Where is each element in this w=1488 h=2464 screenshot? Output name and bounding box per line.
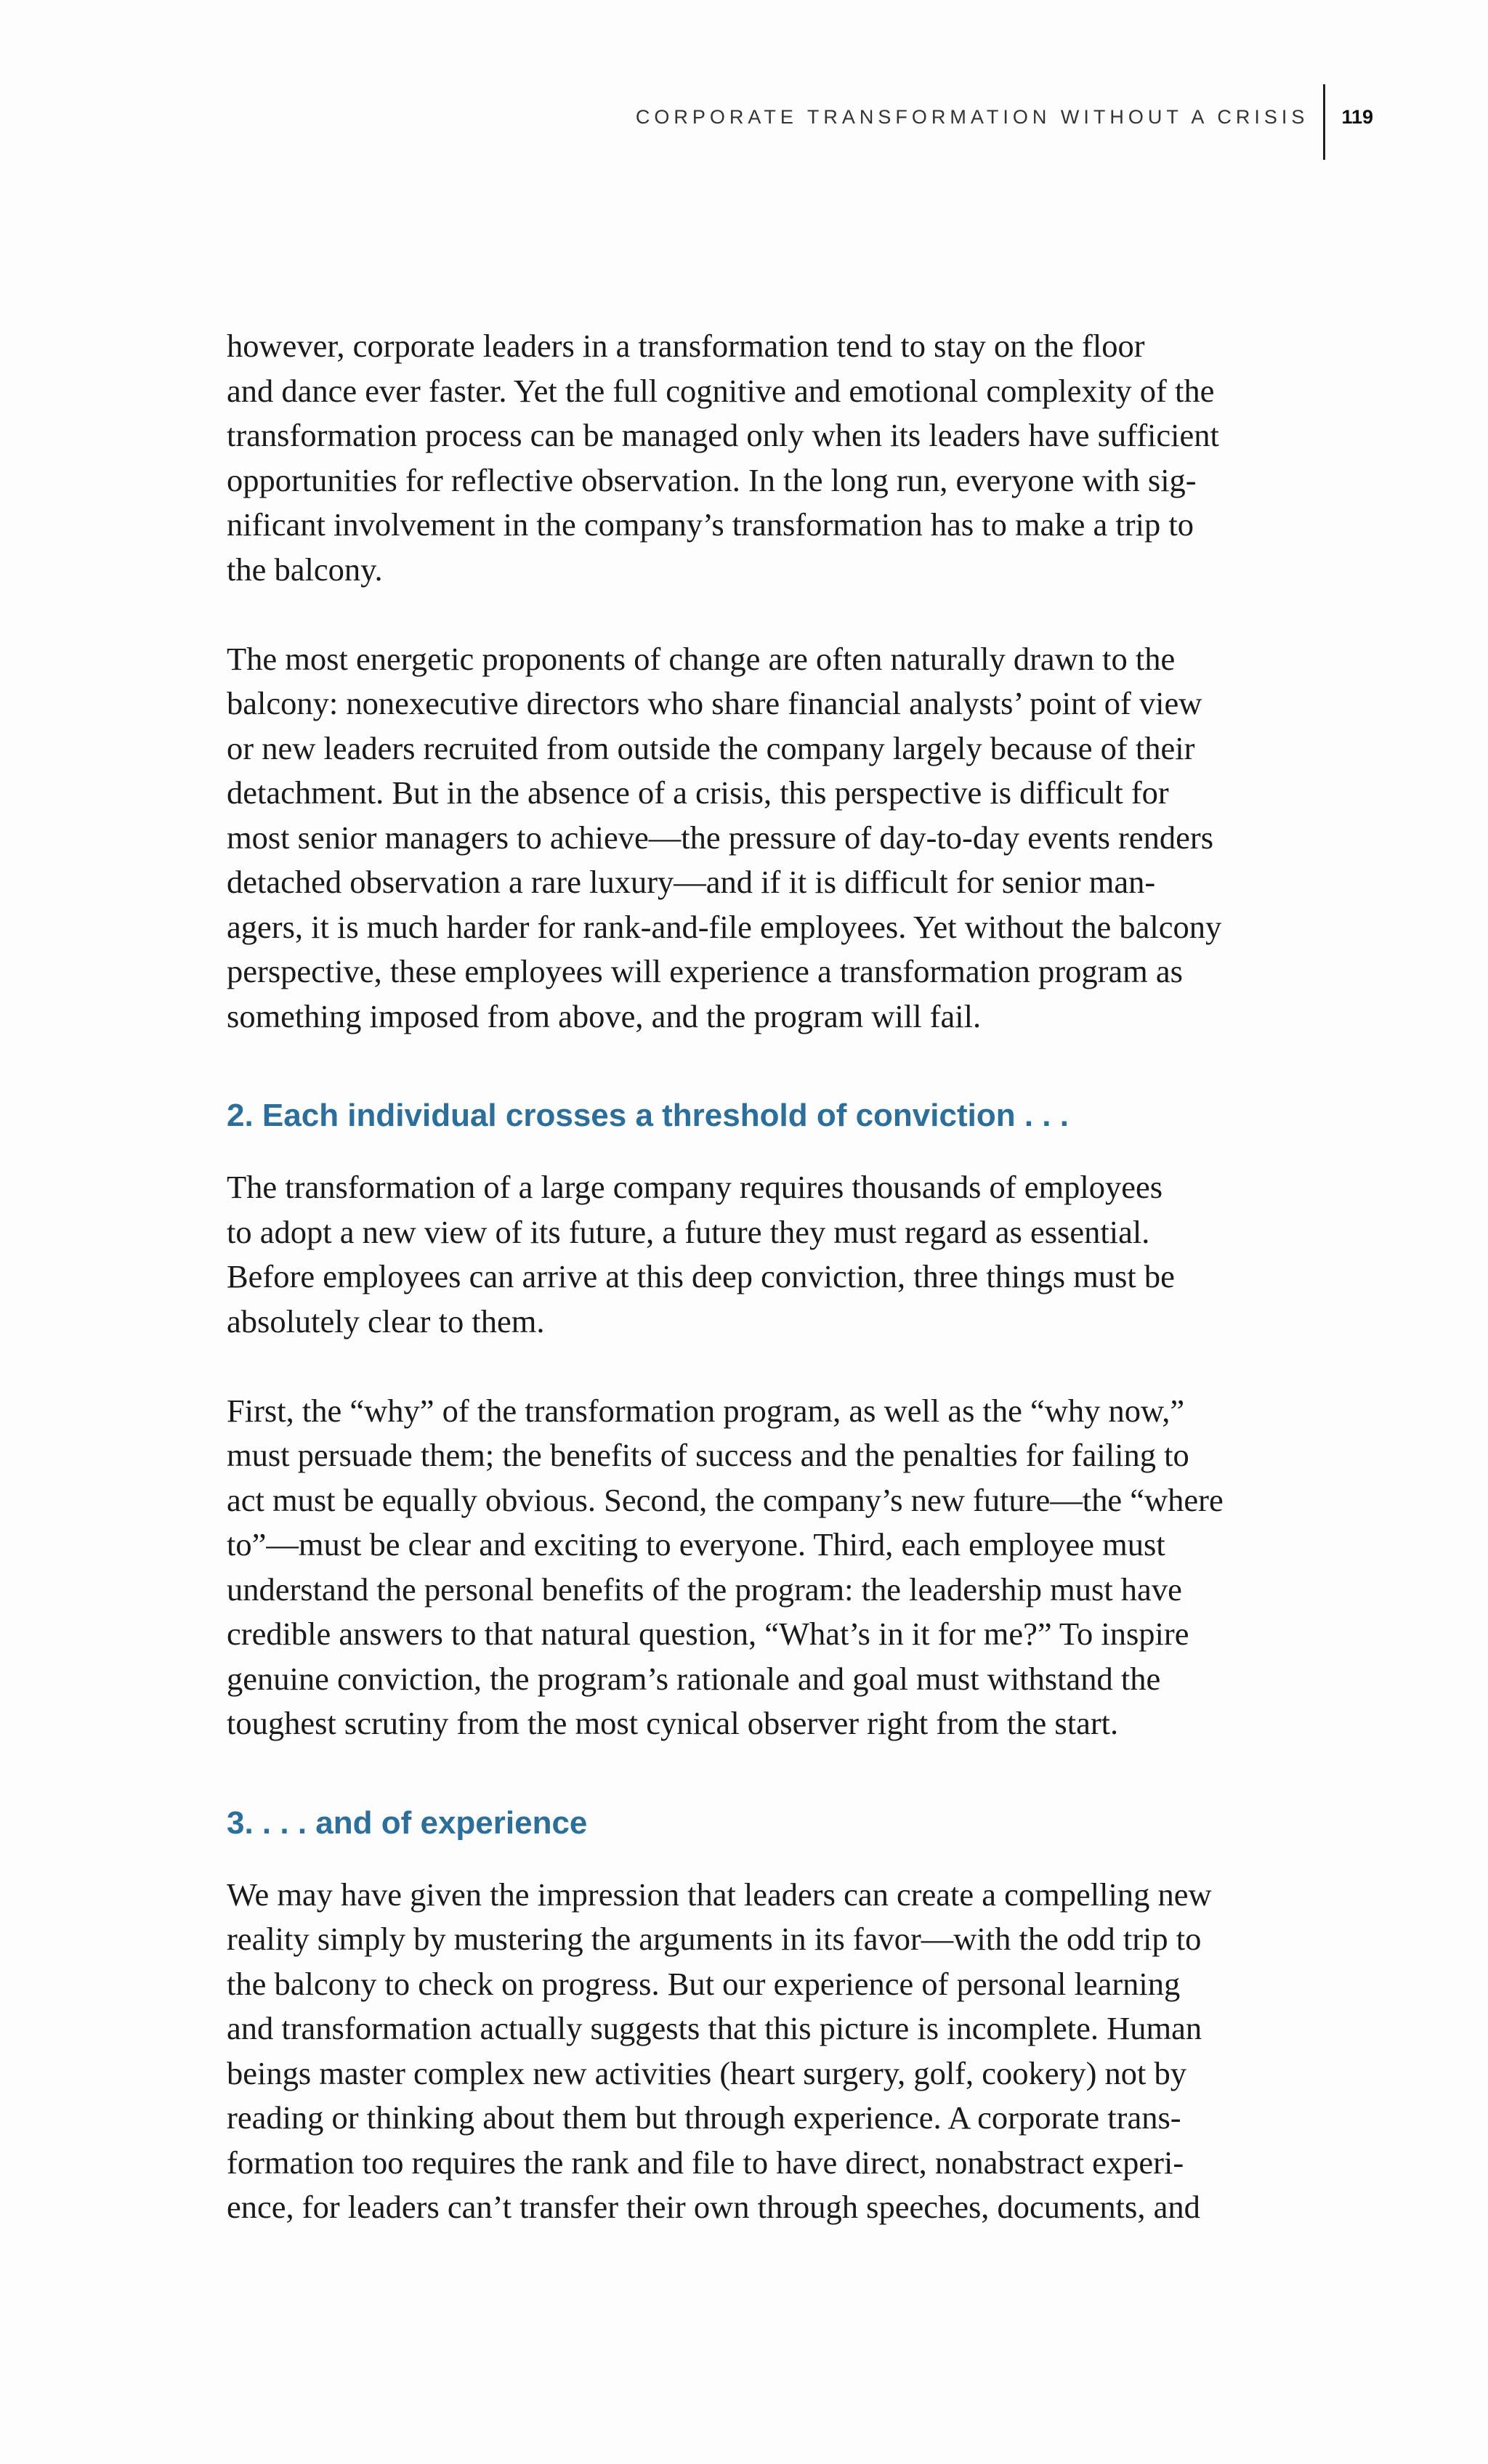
text-line: however, corporate leaders in a transformation tend to stay on the floor (227, 328, 1145, 364)
text-line: perspective, these employees will experience a transformation program as (227, 953, 1183, 989)
section-heading-3: 3. . . . and of experience (227, 1804, 588, 1841)
text-line: detached observation a rare luxury—and if it is difficult for senior man- (227, 864, 1156, 900)
text-line: agers, it is much harder for rank-and-file employees. Yet without the balcony (227, 908, 1222, 945)
text-line: most senior managers to achieve—the pressure of day-to-day events renders (227, 819, 1214, 856)
paragraph-3 (227, 1165, 1317, 1344)
text-line: The transformation of a large company requires thousands of employees (227, 1169, 1163, 1205)
page-number: 119 (1341, 106, 1373, 128)
text-line: the balcony. (227, 551, 383, 588)
paragraph-4 (227, 1389, 1317, 1746)
text-line: We may have given the impression that leaders can create a compelling new (227, 1876, 1212, 1913)
text-line: ence, for leaders can’t transfer their own through speeches, documents, and (227, 2189, 1200, 2225)
text-line: to adopt a new view of its future, a future they must regard as essential. (227, 1213, 1150, 1250)
text-line: and transformation actually suggests that this picture is incomplete. Human (227, 2010, 1202, 2046)
text-line: credible answers to that natural question, “What’s in it for me?” To inspire (227, 1616, 1189, 1652)
text-line: act must be equally obvious. Second, the company’s new future—the “where (227, 1481, 1224, 1518)
text-line: beings master complex new activities (heart surgery, golf, cookery) not by (227, 2054, 1187, 2091)
text-line: the balcony to check on progress. But our experience of personal learning (227, 1965, 1181, 2002)
text-line: transformation process can be managed only when its leaders have sufficient (227, 417, 1219, 453)
text-line: balcony: nonexecutive directors who share financial analysts’ point of view (227, 685, 1202, 721)
text-line: something imposed from above, and the program will fail. (227, 997, 982, 1034)
running-head (636, 84, 1373, 160)
text-line: First, the “why” of the transformation program, as well as the “why now,” (227, 1392, 1185, 1429)
text-line: absolutely clear to them. (227, 1302, 545, 1340)
section-heading-2: 2. Each individual crosses a threshold of conviction . . . (227, 1098, 1069, 1133)
text-line: toughest scrutiny from the most cynical observer right from the start. (227, 1705, 1119, 1741)
text-line: The most energetic proponents of change are often naturally drawn to the (227, 640, 1176, 677)
text-line: understand the personal benefits of the program: the leadership must have (227, 1571, 1182, 1608)
paragraph-5 (227, 1873, 1317, 2230)
page-body (227, 324, 1317, 2230)
text-line: formation too requires the rank and file to have direct, nonabstract experi- (227, 2144, 1184, 2181)
text-line: reading or thinking about them but through experience. A corporate trans- (227, 2099, 1181, 2136)
running-title: CORPORATE TRANSFORMATION WITHOUT A CRISIS (635, 106, 1309, 128)
paragraph-2 (227, 637, 1317, 1040)
text-line: and dance ever faster. Yet the full cognitive and emotional complexity of the (227, 372, 1215, 409)
text-line: genuine conviction, the program’s rationale and goal must withstand the (227, 1660, 1161, 1697)
text-line: or new leaders recruited from outside the company largely because of their (227, 729, 1195, 766)
text-line: detachment. But in the absence of a crisis, this perspective is difficult for (227, 774, 1169, 811)
text-line: must persuade them; the benefits of success and the penalties for failing to (227, 1437, 1189, 1473)
text-line: Before employees can arrive at this deep conviction, three things must be (227, 1258, 1175, 1294)
paragraph-1 (227, 324, 1317, 592)
text-line: reality simply by mustering the arguments in its favor—with the odd trip to (227, 1921, 1202, 1957)
text-line: opportunities for reflective observation. In the long run, everyone with sig- (227, 461, 1197, 498)
text-line: nificant involvement in the company’s transformation has to make a trip to (227, 506, 1194, 543)
text-line: to”—must be clear and exciting to everyone. Third, each employee must (227, 1526, 1165, 1563)
